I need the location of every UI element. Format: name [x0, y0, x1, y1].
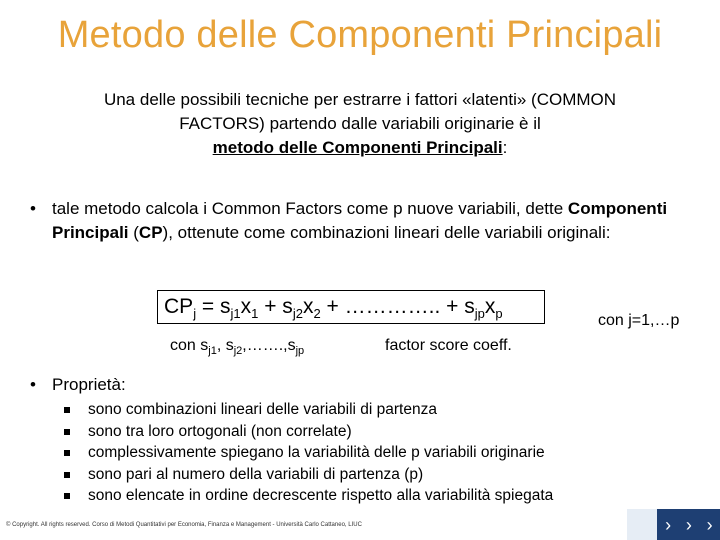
- formula-lhs-sub: j: [193, 306, 197, 321]
- formula-lhs: CP: [164, 295, 194, 318]
- chevron-right-icon[interactable]: ›: [685, 514, 692, 535]
- coeff-sep1: , s: [216, 337, 234, 354]
- intro-method-name: metodo delle Componenti Principali: [212, 138, 503, 157]
- property-item: sono pari al numero della variabili di partenza (p): [62, 464, 553, 486]
- slide-nav-bar: [627, 509, 720, 540]
- property-item: complessivamente spiegano la variabilità delle p variabili originarie: [62, 442, 553, 464]
- property-item: sono tra loro ortogonali (non correlate): [62, 421, 553, 443]
- property-item: sono combinazioni lineari delle variabili di partenza: [62, 399, 553, 421]
- bullet-definition-bold-cp-name: Componenti Principali: [52, 199, 668, 242]
- formula-x2: x: [302, 295, 314, 318]
- coeff-label: factor score coeff.: [385, 337, 512, 354]
- properties-list: [62, 399, 553, 507]
- chevron-right-icon[interactable]: ›: [665, 514, 672, 535]
- bullet-definition-bold-cp: CP: [138, 223, 163, 242]
- intro-line-2: FACTORS) partendo dalle variabili originarie è il: [179, 114, 541, 133]
- bullet-properties: [30, 375, 126, 395]
- formula-xp-sub: p: [495, 306, 503, 321]
- formula-plus1: + s: [258, 295, 293, 318]
- formula-xp: x: [484, 295, 496, 318]
- bullet-definition-text-a: tale metodo calcola i Common Factors come p nuove variabili, dette: [52, 199, 564, 218]
- formula-sp-sub: jp: [474, 306, 485, 321]
- coeff-prefix: con s: [170, 337, 209, 354]
- formula-dots: + ………….. + s: [320, 295, 475, 318]
- intro-colon: :: [502, 138, 508, 157]
- nav-home-block[interactable]: [627, 509, 658, 540]
- bullet-definition: [30, 197, 720, 245]
- bullet-dot-icon: •: [30, 199, 36, 218]
- slide-title: Metodo delle Componenti Principali: [57, 14, 663, 56]
- bullet-definition-text-b: (: [128, 223, 139, 242]
- bullet-dot-icon: •: [30, 375, 36, 394]
- coeff-list: [170, 337, 304, 357]
- formula-x1: x: [240, 295, 252, 318]
- coeff-sp-sub: jp: [295, 345, 305, 357]
- property-item: sono elencate in ordine decrescente rispetto alla variabilità spiegata: [62, 485, 553, 507]
- coeff-s2-sub: j2: [233, 345, 243, 357]
- formula-x2-sub: 2: [313, 306, 321, 321]
- copyright-footer: © Copyright. All rights reserved. Corso di Metodi Quantitativi per Economia, Finanza e Management - Università Carlo Cattaneo, LIUC: [6, 522, 362, 528]
- bullet-definition-text-c: ), ottenute come combinazioni lineari delle variabili originali:: [162, 223, 611, 242]
- bullet-properties-label: Proprietà:: [52, 375, 126, 394]
- formula-s1-sub: j1: [230, 306, 241, 321]
- formula-s2-sub: j2: [292, 306, 303, 321]
- chevron-right-icon[interactable]: ›: [706, 514, 713, 535]
- formula-condition: con j=1,…p: [598, 312, 680, 329]
- intro-line-1: Una delle possibili tecniche per estrarre i fattori «latenti» (COMMON: [103, 90, 617, 109]
- formula-eq: = s: [196, 295, 231, 318]
- formula-x1-sub: 1: [251, 306, 259, 321]
- formula-box: [157, 290, 545, 324]
- coeff-sep2: ,…….,s: [242, 337, 296, 354]
- intro-paragraph: [40, 88, 680, 160]
- coeff-s1-sub: j1: [208, 345, 217, 357]
